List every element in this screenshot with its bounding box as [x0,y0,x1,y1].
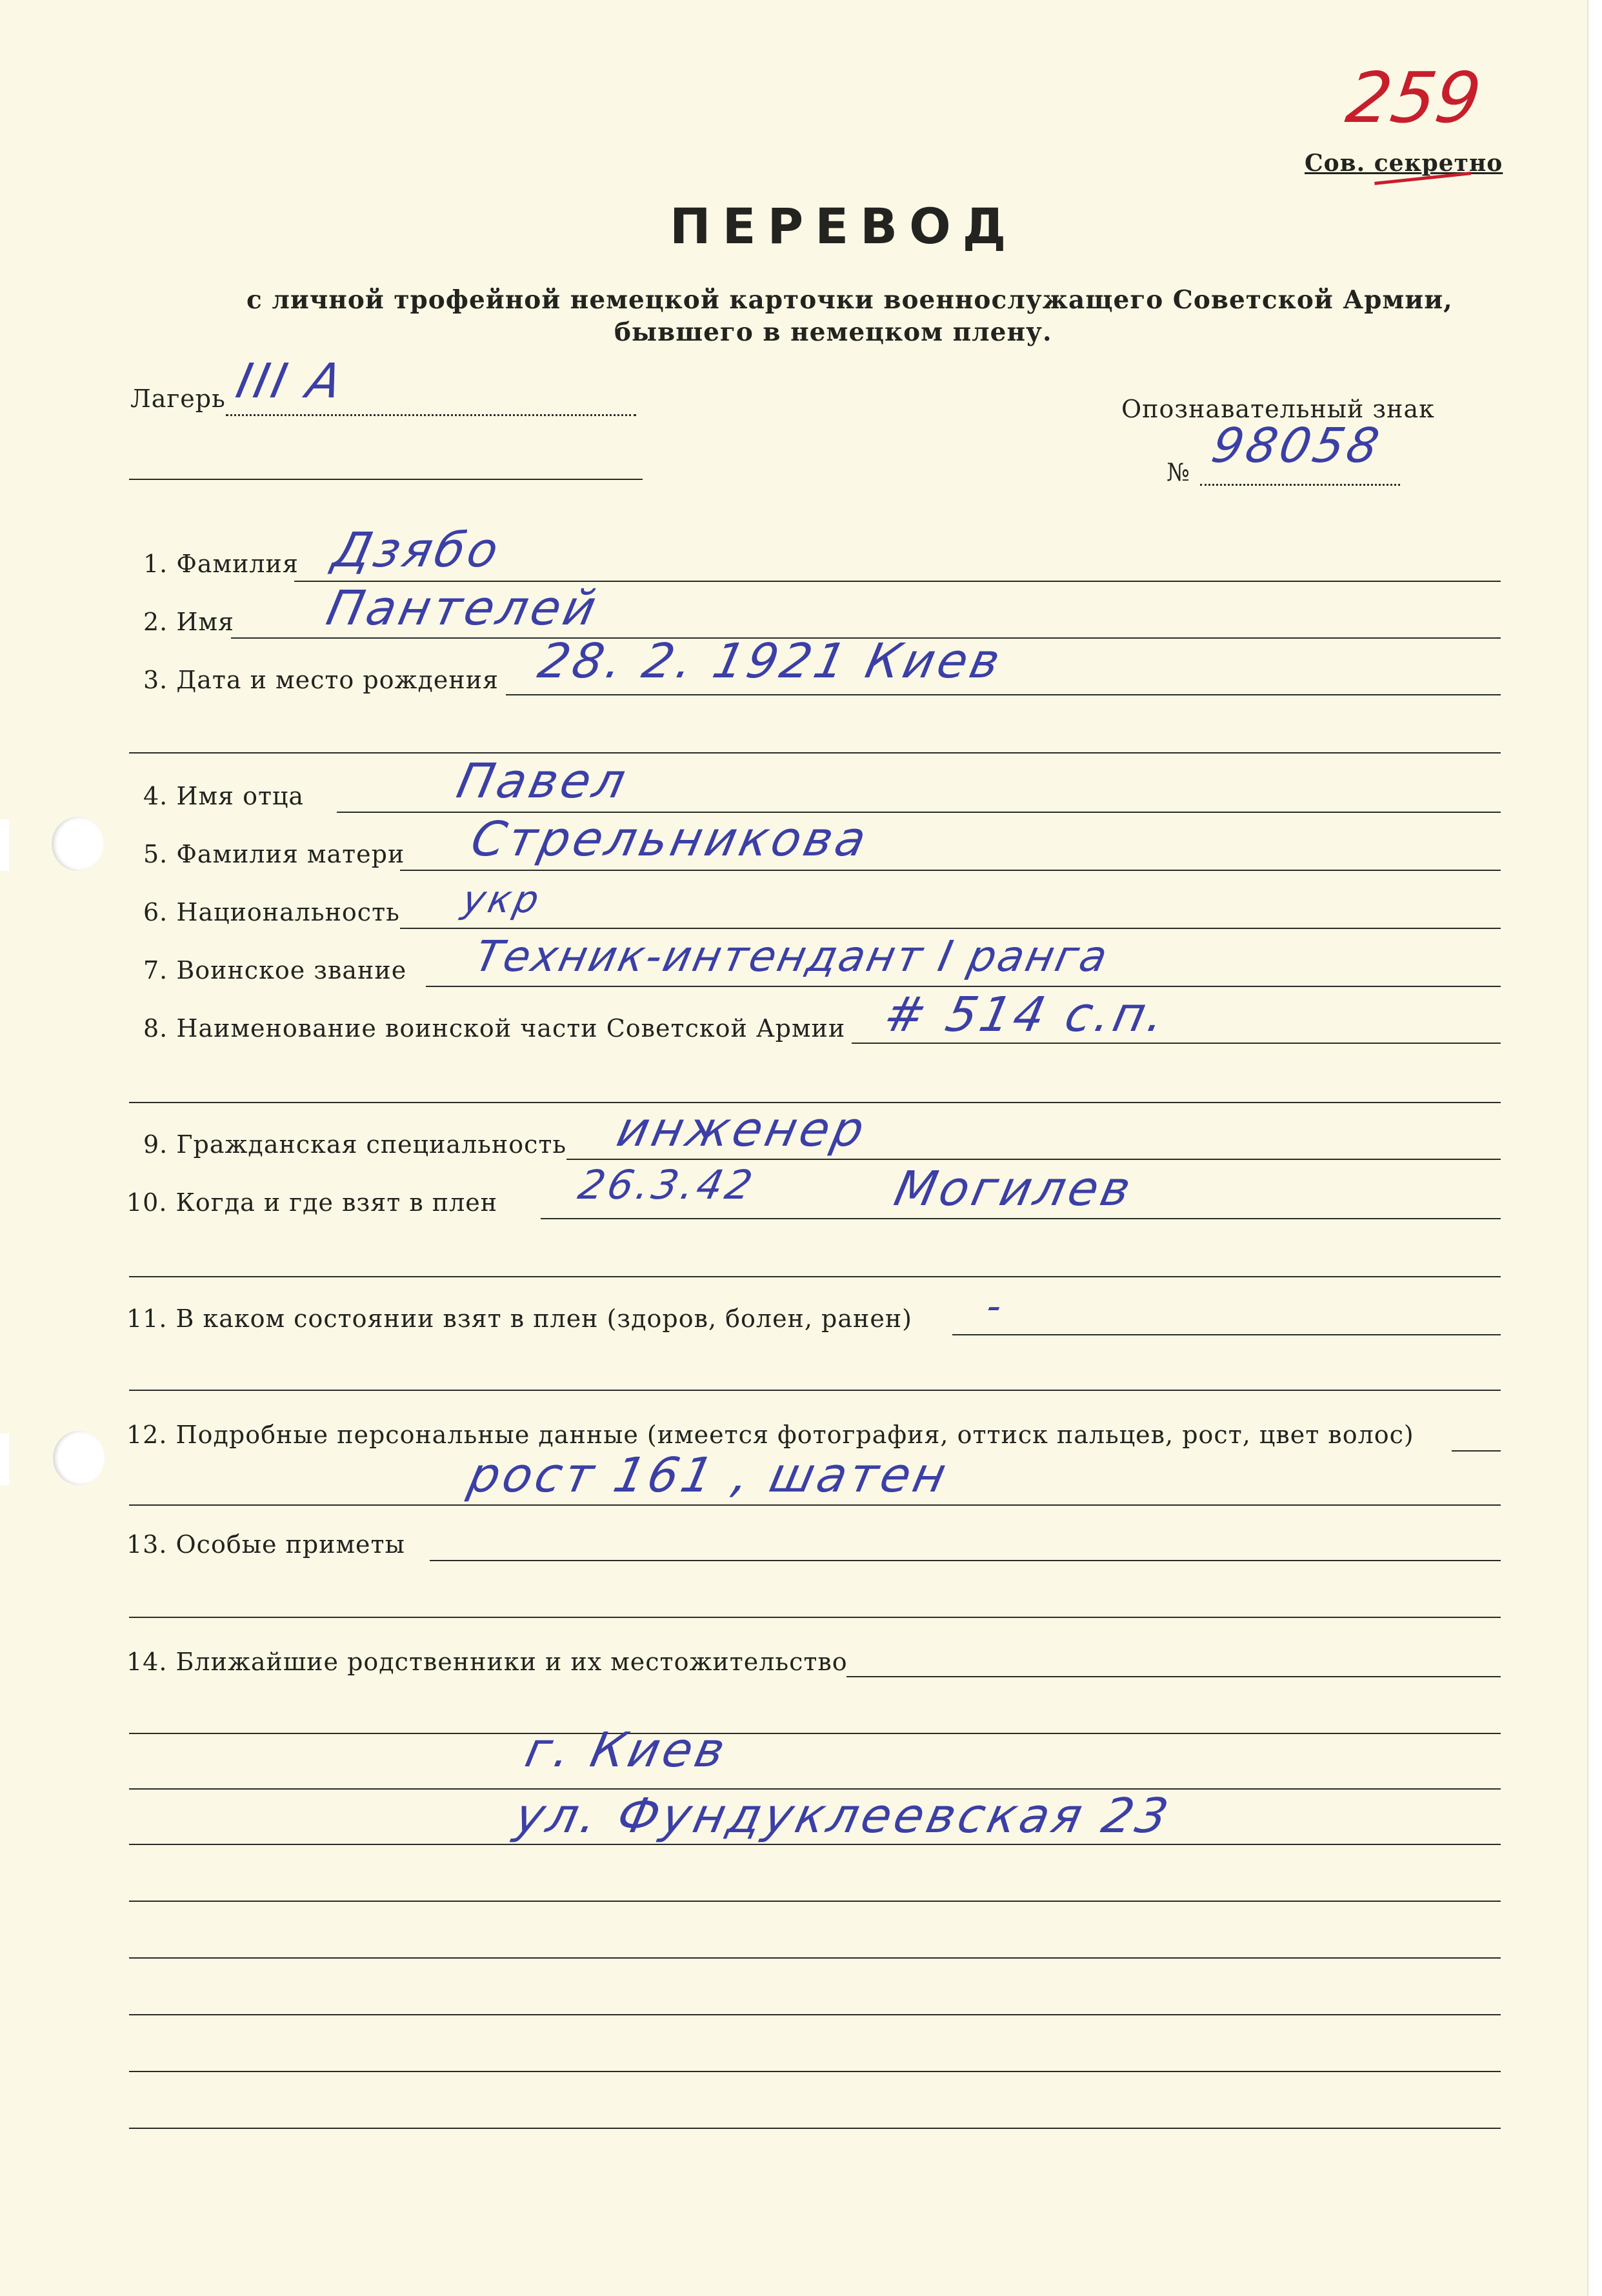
page-title: ПЕРЕВОД [670,197,1018,255]
field-10-value: 26.3.42 [574,1161,760,1208]
field-3-label: 3. Дата и место рождения [143,666,499,694]
doc-number: 259 [1341,58,1486,139]
field-14-line-9 [129,2128,1501,2129]
field-14-line-4 [129,1844,1501,1845]
field-6-line [400,928,1501,929]
field-6-label: 6. Национальность [143,898,400,926]
id-tag-no: № [1166,458,1190,486]
field-14-line-7 [129,2014,1501,2015]
field-12-extra-line [129,1504,1501,1506]
id-tag-line [1200,484,1400,486]
punch-hole-bottom [53,1431,105,1485]
field-4-label: 4. Имя отца [143,782,305,810]
field-14-value-city: г. Киев [520,1722,733,1778]
field-3-value: 28. 2. 1921 Киев [533,634,1008,689]
field-3-extra-line [129,752,1501,754]
torn-edge-bottom [0,1433,9,1485]
field-10-place: Могилев [889,1161,1139,1217]
field-2-label: 2. Имя [143,608,235,636]
field-11-line [952,1334,1501,1335]
camp-label: Лагерь [130,384,226,413]
field-8-line [852,1043,1501,1044]
subtitle-line-1: с личной трофейной немецкой карточки военнослужащего Советской Армии, [246,285,1453,315]
field-8-value: # 514 с.п. [879,987,1173,1043]
secrecy-label: Сов. секретно [1305,150,1503,177]
punch-hole-top [52,817,103,871]
field-14-line-5 [129,1901,1501,1902]
field-12-value: рост 161 , шатен [463,1448,954,1503]
field-14-label: 14. Ближайшие родственники и их местожительство [126,1648,848,1676]
torn-edge-top [0,819,9,871]
field-13-line [430,1560,1501,1561]
field-12-label: 12. Подробные персональные данные (имеется фотография, оттиск пальцев, рост, цвет волос) [126,1421,1414,1449]
field-12-line [1452,1450,1501,1452]
field-9-line [566,1159,1501,1160]
field-9-value: инженер [612,1102,872,1157]
field-6-value: укр [458,877,546,921]
field-7-label: 7. Воинское звание [143,956,407,984]
field-10-line [541,1218,1501,1219]
field-3-line [506,694,1501,695]
field-14-line-2 [129,1733,1501,1734]
camp-extra-line [129,479,643,480]
field-8-label: 8. Наименование воинской части Советской Армии [143,1014,846,1043]
field-13-extra-line [129,1617,1501,1618]
field-10-extra-line [129,1276,1501,1277]
id-tag-value: 98058 [1207,418,1387,474]
field-2-value: Пантелей [321,581,605,636]
field-5-value: Стрельникова [466,812,874,867]
field-11-value: - [982,1284,1010,1329]
field-1-value: Дзябо [328,523,506,578]
field-14-line-8 [129,2071,1501,2072]
field-5-line [400,870,1501,871]
field-10-label: 10. Когда и где взят в плен [126,1188,498,1217]
field-14-line-6 [129,1957,1501,1959]
field-14-value-street: ул. Фундуклеевская 23 [510,1788,1176,1844]
field-7-value: Техник-интендант I ранга [470,932,1114,981]
id-tag-label: Опознавательный знак [1121,395,1435,423]
field-11-label: 11. В каком состоянии взят в плен (здоров, болен, ранен) [126,1304,912,1333]
camp-value: III A [231,354,350,409]
field-11-extra-line [129,1390,1501,1391]
field-13-label: 13. Особые приметы [126,1530,405,1559]
field-5-label: 5. Фамилия матери [143,840,405,868]
field-9-label: 9. Гражданская специальность [143,1130,567,1159]
subtitle-line-2: бывшего в немецком плену. [614,317,1052,347]
camp-line [226,414,636,416]
field-14-line [846,1676,1501,1677]
field-4-value: Павел [452,754,634,809]
field-1-label: 1. Фамилия [143,550,299,578]
